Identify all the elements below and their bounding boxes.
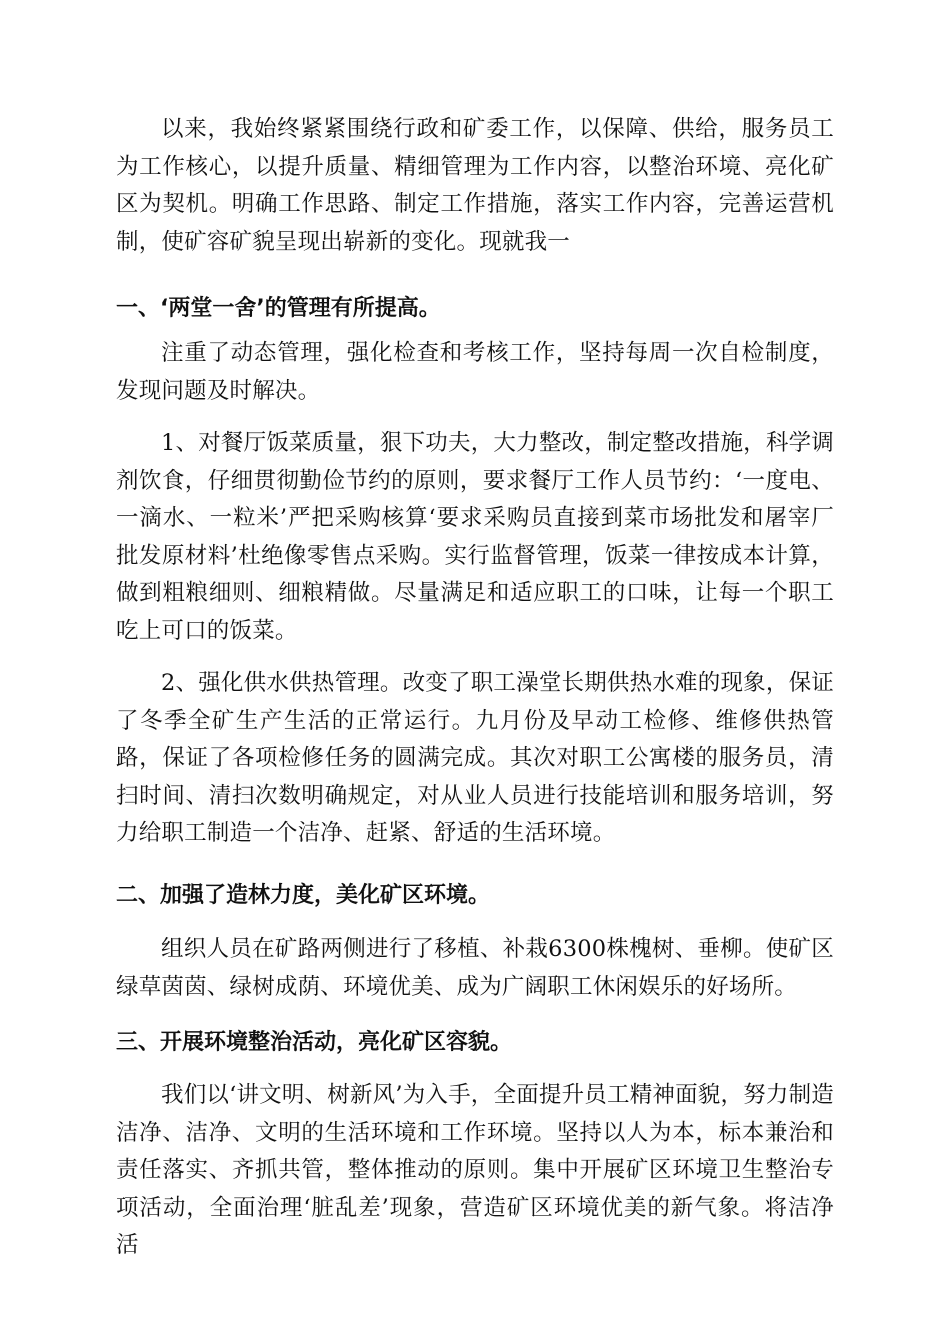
section-1-paragraph: 注重了动态管理，强化检查和考核工作，坚持每周一次自检制度，发现问题及时解决。 — [116, 340, 834, 404]
section-1-item-2-paragraph: 2、强化供水供热管理。改变了职工澡堂长期供热水难的现象，保证了冬季全矿生产生活的正常运行。九月份及早动工检修、维修供热管路，保证了各项检修任务的圆满完成。其次对职工公寓楼的服务员，清扫时间、清扫次数明确规定，对从业人员进行技能培训和服务培训，努力给职工制造一个洁净、赶紧、舒适的生活环境。 — [116, 670, 834, 846]
section-1-item-1-paragraph: 1、对餐厅饭菜质量，狠下功夫，大力整改，制定整改措施，科学调剂饮食，仔细贯彻勤俭节约的原则，要求餐厅工作人员节约：‘一度电、一滴水、一粒米’严把采购核算‘要求采购员直接到菜市场批发和屠宰厂批发原材料’杜绝像零售点采购。实行监督管理，饭菜一律按成本计算，做到粗粮细则、细粮精做。尽量满足和适应职工的口味，让每一个职工吃上可口的饭菜。 — [116, 430, 834, 644]
section-2-paragraph: 组织人员在矿路两侧进行了移植、补栽6300株槐树、垂柳。使矿区绿草茵茵、绿树成荫、环境优美、成为广阔职工休闲娱乐的好场所。 — [116, 936, 834, 1000]
section-heading-2: 二、加强了造林力度，美化矿区环境。 — [116, 883, 491, 908]
section-heading-3: 三、开展环境整治活动，亮化矿区容貌。 — [116, 1030, 513, 1055]
section-heading-1: 一、‘两堂一舍’的管理有所提高。 — [116, 296, 441, 321]
section-3-paragraph: 我们以‘讲文明、树新风’为入手，全面提升员工精神面貌，努力制造洁净、洁净、文明的生活环境和工作环境。坚持以人为本，标本兼治和责任落实、齐抓共管，整体推动的原则。集中开展矿区环境卫生整治专项活动，全面治理‘脏乱差’现象，营造矿区环境优美的新气象。将洁净活 — [116, 1082, 835, 1258]
intro-paragraph: 以来，我始终紧紧围绕行政和矿委工作，以保障、供给，服务员工为工作核心，以提升质量、精细管理为工作内容，以整治环境、亮化矿区为契机。明确工作思路、制定工作措施，落实工作内容，完善运营机制，使矿容矿貌呈现出崭新的变化。现就我一 — [116, 116, 834, 255]
